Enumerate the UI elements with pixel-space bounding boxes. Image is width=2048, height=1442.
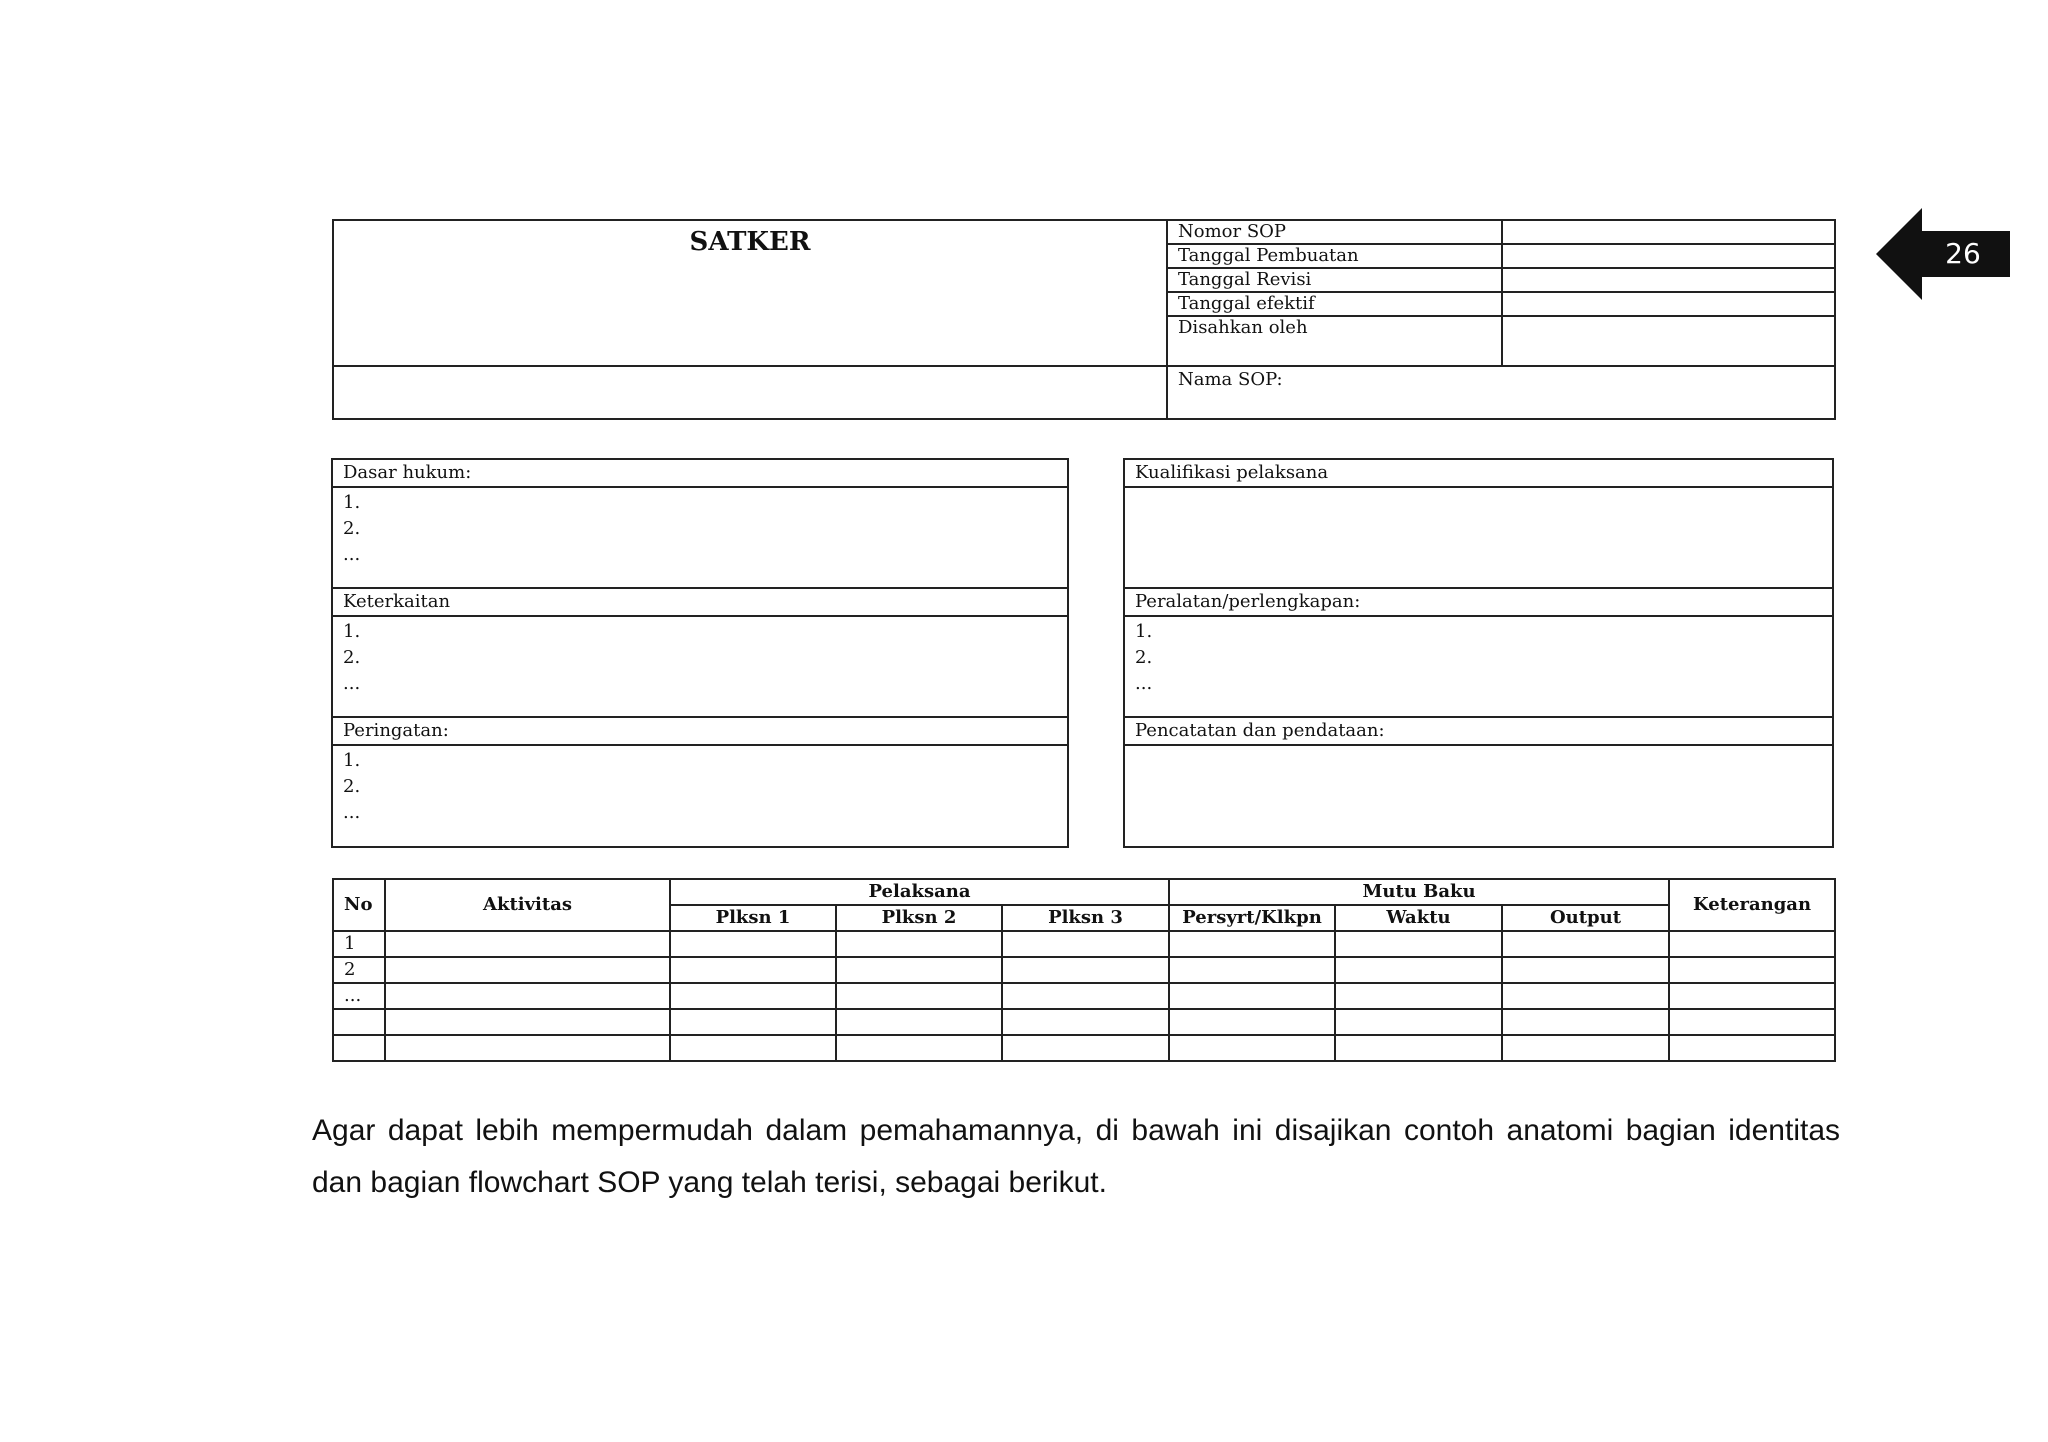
list-item: 1. <box>343 621 361 642</box>
table-row <box>333 931 1835 957</box>
table-cell <box>1502 1009 1669 1035</box>
col-keterangan: Keterangan <box>1669 879 1835 931</box>
table-cell <box>1502 983 1669 1009</box>
right-info-box <box>1123 458 1834 848</box>
pencatatan-section <box>1125 718 1832 847</box>
col-plksn-3: Plksn 3 <box>1002 905 1169 931</box>
peringatan-section <box>333 718 1067 847</box>
sop-header-table <box>332 219 1836 420</box>
table-cell <box>385 1009 670 1035</box>
col-plksn-1: Plksn 1 <box>670 905 836 931</box>
tanggal-pembuatan-value <box>1502 244 1835 268</box>
list-item: 2. <box>343 647 361 668</box>
section-title: Dasar hukum: <box>333 460 1067 488</box>
col-mutu-baku: Mutu Baku <box>1169 879 1669 905</box>
page-number: 26 <box>1945 237 1981 270</box>
table-cell <box>1335 983 1502 1009</box>
row-number: ... <box>333 983 385 1009</box>
table-cell <box>670 1035 836 1061</box>
row-number: 2 <box>333 957 385 983</box>
section-body <box>333 746 1067 847</box>
list-item: 1. <box>1135 621 1153 642</box>
table-cell <box>1335 931 1502 957</box>
nama-sop-label: Nama SOP: <box>1167 366 1835 419</box>
col-plksn-2: Plksn 2 <box>836 905 1002 931</box>
col-waktu: Waktu <box>1335 905 1502 931</box>
tanggal-pembuatan-label: Tanggal Pembuatan <box>1167 244 1502 268</box>
kualifikasi-pelaksana-section <box>1125 460 1832 589</box>
nomor-sop-label: Nomor SOP <box>1167 220 1502 244</box>
table-cell <box>1169 1009 1335 1035</box>
list-item: 2. <box>1135 647 1153 668</box>
list-item: ... <box>1135 673 1153 694</box>
table-cell <box>385 1035 670 1061</box>
table-row <box>333 957 1835 983</box>
table-cell <box>1002 983 1169 1009</box>
table-cell <box>1169 983 1335 1009</box>
list-item: 2. <box>343 518 361 539</box>
table-cell <box>1669 1009 1835 1035</box>
col-pelaksana: Pelaksana <box>670 879 1169 905</box>
section-title: Peralatan/perlengkapan: <box>1125 589 1832 617</box>
col-persyrt: Persyrt/Klkpn <box>1169 905 1335 931</box>
disahkan-oleh-value <box>1502 316 1835 366</box>
list-item: 1. <box>343 492 361 513</box>
flowchart-body <box>333 931 1835 1061</box>
col-no: No <box>333 879 385 931</box>
section-body <box>1125 488 1832 589</box>
row-number: 1 <box>333 931 385 957</box>
section-title: Keterkaitan <box>333 589 1067 617</box>
table-cell <box>836 983 1002 1009</box>
table-cell <box>836 1009 1002 1035</box>
section-body <box>1125 746 1832 847</box>
tanggal-efektif-label: Tanggal efektif <box>1167 292 1502 316</box>
tanggal-efektif-value <box>1502 292 1835 316</box>
col-output: Output <box>1502 905 1669 931</box>
table-cell <box>1002 1035 1169 1061</box>
table-cell <box>1335 957 1502 983</box>
keterkaitan-section <box>333 589 1067 718</box>
section-title: Pencatatan dan pendataan: <box>1125 718 1832 746</box>
nomor-sop-value <box>1502 220 1835 244</box>
table-cell <box>836 1035 1002 1061</box>
table-cell <box>1169 1035 1335 1061</box>
table-row <box>333 1035 1835 1061</box>
list-item: ... <box>343 673 361 694</box>
table-cell <box>670 1009 836 1035</box>
table-cell <box>1502 957 1669 983</box>
peralatan-section <box>1125 589 1832 718</box>
list-item: 2. <box>343 776 361 797</box>
col-aktivitas: Aktivitas <box>385 879 670 931</box>
table-cell <box>1669 983 1835 1009</box>
table-cell <box>1002 957 1169 983</box>
table-cell <box>1169 931 1335 957</box>
table-cell <box>1169 957 1335 983</box>
table-cell <box>1502 931 1669 957</box>
table-cell <box>1335 1035 1502 1061</box>
table-cell <box>1002 931 1169 957</box>
table-cell <box>836 957 1002 983</box>
list-item: 1. <box>343 750 361 771</box>
section-title: Kualifikasi pelaksana <box>1125 460 1832 488</box>
table-cell <box>385 957 670 983</box>
table-cell <box>1669 931 1835 957</box>
table-cell <box>670 957 836 983</box>
sop-flowchart-table <box>332 878 1836 1062</box>
left-info-box <box>331 458 1069 848</box>
table-cell <box>1669 957 1835 983</box>
disahkan-oleh-label: Disahkan oleh <box>1167 316 1502 366</box>
tanggal-revisi-label: Tanggal Revisi <box>1167 268 1502 292</box>
body-paragraph: Agar dapat lebih mempermudah dalam pemahamannya, di bawah ini disajikan contoh anatomi bagian identitas dan bagian flowchart SOP yang telah terisi, sebagai berikut. <box>312 1114 1840 1199</box>
table-cell <box>670 983 836 1009</box>
row-number <box>333 1035 385 1061</box>
table-row <box>333 1009 1835 1035</box>
table-cell <box>1335 1009 1502 1035</box>
page-number-arrow <box>1876 208 2010 300</box>
dasar-hukum-section <box>333 460 1067 589</box>
section-body <box>333 488 1067 589</box>
list-item: ... <box>343 802 361 823</box>
tanggal-revisi-value <box>1502 268 1835 292</box>
section-title: Peringatan: <box>333 718 1067 746</box>
row-number <box>333 1009 385 1035</box>
list-item: ... <box>343 544 361 565</box>
table-cell <box>1669 1035 1835 1061</box>
table-cell <box>385 931 670 957</box>
section-body <box>1125 617 1832 718</box>
section-body <box>333 617 1067 718</box>
table-cell <box>836 931 1002 957</box>
satker-title: SATKER <box>333 220 1167 366</box>
table-cell <box>1002 1009 1169 1035</box>
satker-logo-cell <box>333 366 1167 419</box>
table-cell <box>385 983 670 1009</box>
table-row <box>333 983 1835 1009</box>
table-cell <box>670 931 836 957</box>
table-cell <box>1502 1035 1669 1061</box>
